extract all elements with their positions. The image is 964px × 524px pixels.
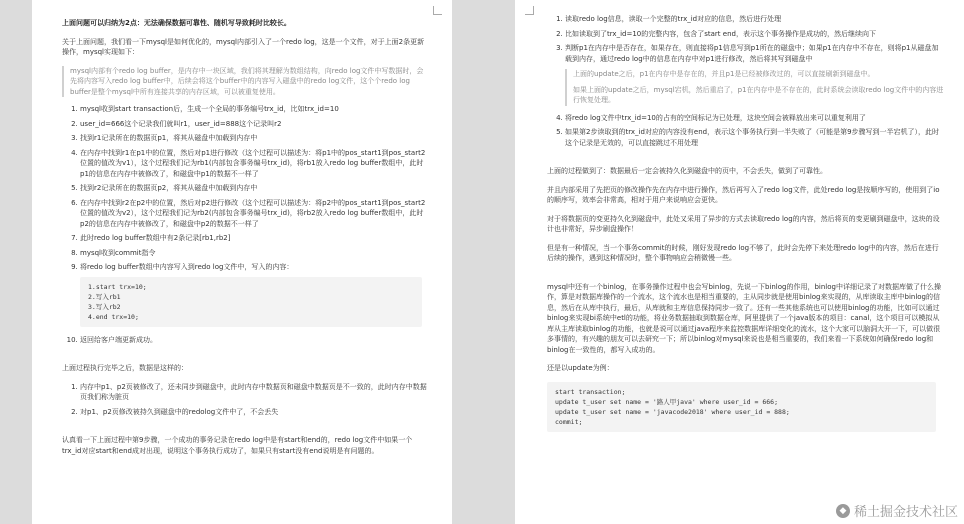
- list-item: 3. 找到r1记录所在的数据页p1，将其从磁盘中加载到内存中: [80, 133, 430, 144]
- code-line: update t_user set name = 'javacode2018' where user_id = 888;: [555, 407, 790, 416]
- code-line: 2.写入rb1: [88, 292, 121, 301]
- document-page-right: [515, 0, 964, 524]
- watermark-text: 稀土掘金技术社区: [853, 505, 958, 520]
- closing-paragraph: 认真看一下上面过程中第9步骤，一个成功的事务记录在redo log中是有start和end的，redo log文件中如果一个trx_id对应start和end成对出现，说明这个事务执行成功了，如果只有start没有end说明是有问题的。: [62, 436, 413, 455]
- code-line: update t_user set name = '路人甲java' where user_id = 666;: [555, 397, 778, 406]
- redo-log-code-block: [80, 277, 422, 327]
- document-page-left: [32, 0, 452, 524]
- list-item: 5. 找到r2记录所在的数据页p2，将其从磁盘中加载到内存中: [80, 183, 430, 194]
- update-steps-list: [62, 104, 430, 345]
- list-item: 4. 将redo log文件中trx_id=10的占有的空间标记为已处理，这块空间会被释放出来可以重复利用了: [565, 113, 944, 124]
- list-item: [565, 43, 944, 106]
- paragraph: 上面的过程做到了：数据最后一定会被持久化到磁盘中的页中，不会丢失，做到了可靠性。: [547, 167, 827, 175]
- watermark: [836, 501, 958, 520]
- recovery-quote: [565, 69, 944, 106]
- quote-text: 上面的update之后，p1在内存中是存在的，并且p1是已经被修改过的，可以直接刷新到磁盘中。: [573, 70, 875, 78]
- redo-buffer-quote: [62, 66, 430, 98]
- paragraph: 但是有一种情况，当一个事务commit的时候，刚好发现redo log不够了，此时会先停下来处理redo log中的内容，然后在进行后续的操作，遇到这种情况时，整个事物响应会稍微慢一些。: [547, 243, 939, 262]
- code-line: start transaction;: [555, 387, 626, 396]
- list-item: 6. 在内存中找到r2在p2中的位置，然后对p2进行修改（这个过程可以描述为：将p2中的pos_start1到pos_start2位置的值改为v2），这个过程我们记为rb2(内部包含事务编号trx_id)，将rb2放入redo log buffer数组中，此时p2的信息在内存中被修改了，和磁盘中p2的数据不一样了: [80, 198, 430, 230]
- section-heading: 上面问题可以归纳为2点：无法确保数据可靠性、随机写导致耗时比较长。: [62, 19, 291, 27]
- paragraph: 对于将数据页的变更持久化到磁盘中，此处又采用了异步的方式去读取redo log的内容，然后将页的变更刷到磁盘中，这块的设计也非常好，异步刷盘操作！: [547, 214, 940, 233]
- page-corner-mark: [525, 6, 534, 15]
- sql-code-block: [547, 382, 936, 432]
- paragraph: 并且内部采用了先把页的修改操作先在内存中进行操作，然后再写入了redo log文件，此处redo log是按顺序写的，使用到了io的顺序写，效率会非常高，相对于用户来说响应会更快。: [547, 185, 940, 204]
- list-item: 1. 读取redo log信息，读取一个完整的trx_id对应的信息，然后进行处理: [565, 14, 944, 25]
- list-item: [80, 262, 430, 327]
- list-item: 2. 比如读取到了trx_id=10的完整内容，包含了start end，表示这个事务操作是成功的，然后继续向下: [565, 29, 944, 40]
- list-item: 8. mysql收到commit指令: [80, 248, 430, 259]
- example-intro: 还是以update为例：: [547, 364, 614, 372]
- after-points-list: [62, 382, 430, 418]
- list-item-text: 将redo log buffer数组中内容写入到redo log文件中，写入的内容：: [80, 263, 294, 271]
- list-item: 2. 对p1、p2页修改被持久到磁盘中的redolog文件中了，不会丢失: [80, 407, 430, 418]
- binlog-paragraph: mysql中还有一个binlog，在事务操作过程中也会写binlog，先说一下binlog的作用，binlog中详细记录了对数据库做了什么操作，算是对数据库操作的一个流水，这个流水也是相当重要的，主从同步就是使用binlog来实现的，从库读取主库中binlog的信息，然后在从库中执行，最后，从库就和主库信息保持同步一致了。还有一些其他系统也可以使用binlog的功能，比如可以通过binlog来实现bi系统中etl的功能，将业务数据抽取到数据仓库，阿里提供了一个java版本的项目：canal，这个项目可以模拟从库从主库读取binlog的功能，也就是说可以通过java程序来监控数据库详细变化的流水，这个大家可以脑洞大开一下，可以做很多事情的，有兴趣的朋友可以去研究一下；所以binlog对mysql来说也是相当重要的，我们来看一下系统如何确保redo log和binlog在一致性的，都写入成功的。: [547, 282, 941, 354]
- list-item: 7. 此时redo log buffer数组中有2条记录[rb1,rb2]: [80, 233, 430, 244]
- list-item-text: 判断p1在内存中是否存在，如果存在，则直接将p1信息写到p1所在的磁盘中；如果p1在内存中不存在，则将p1从磁盘加载到内存，通过redo log中的信息在内存中对p1进行修改，然后将其写到磁盘中: [565, 44, 939, 63]
- code-line: commit;: [555, 417, 583, 426]
- code-line: 4.end trx=10;: [88, 312, 139, 321]
- after-heading: 上面过程执行完毕之后，数据是这样的：: [62, 364, 188, 372]
- list-item: 1. 内存中p1、p2页被修改了，还未同步到磁盘中，此时内存中数据页和磁盘中数据页是不一致的，此时内存中数据页我们称为脏页: [80, 382, 430, 403]
- list-item: 1. mysql收到start transaction后，生成一个全局的事务编号trx_id，比如trx_id=10: [80, 104, 430, 115]
- list-item: 4. 在内存中找到r1在p1中的位置，然后对p1进行修改（这个过程可以描述为：将p1中的pos_start1到pos_start2位置的值改为v1），这个过程我们记为rb1(内部包含事务编号trx_id)，将rb1放入redo log buffer数组中，此时p1的信息在内存中被修改了，和磁盘中p1的数据不一样了: [80, 148, 430, 180]
- quote-text: mysql内部有个redo log buffer，是内存中一块区域，我们将其理解为数组结构，向redo log文件中写数据时，会先将内容写入redo log buffer中，后续会将这个buffer中的内容写入磁盘中的redo log文件，这个个redo log buffer是整个mysql中所有连接共享的内存区域，可以被重复使用。: [70, 66, 424, 96]
- list-item: 2. user_id=666这个记录我们就叫r1，user_id=888这个记录叫r2: [80, 119, 430, 130]
- code-line: 3.写入rb2: [88, 302, 121, 311]
- list-item: 10. 返回给客户端更新成功。: [80, 335, 430, 346]
- quote-text: 如果上面的update之后，mysql宕机，然后重启了，p1在内存中是不存在的，此时系统会读取redo log文件中的内容进行恢复处理。: [573, 85, 944, 104]
- recovery-steps-list: [547, 14, 944, 148]
- intro-paragraph: 关于上面问题，我们看一下mysql是如何优化的，mysql内部引入了一个redo log，这是一个文件，对于上面2条更新操作，mysql实现如下：: [62, 37, 425, 56]
- page-corner-mark: [433, 6, 442, 15]
- code-line: 1.start trx=10;: [88, 282, 147, 291]
- list-item: 5. 如果第2步读取到的trx_id对应的内容没有end，表示这个事务执行到一半失败了（可能是第9步骤写到一半宕机了），此时这个记录是无效的，可以直接跳过不用处理: [565, 127, 944, 148]
- juejin-logo-icon: ◆: [836, 504, 850, 518]
